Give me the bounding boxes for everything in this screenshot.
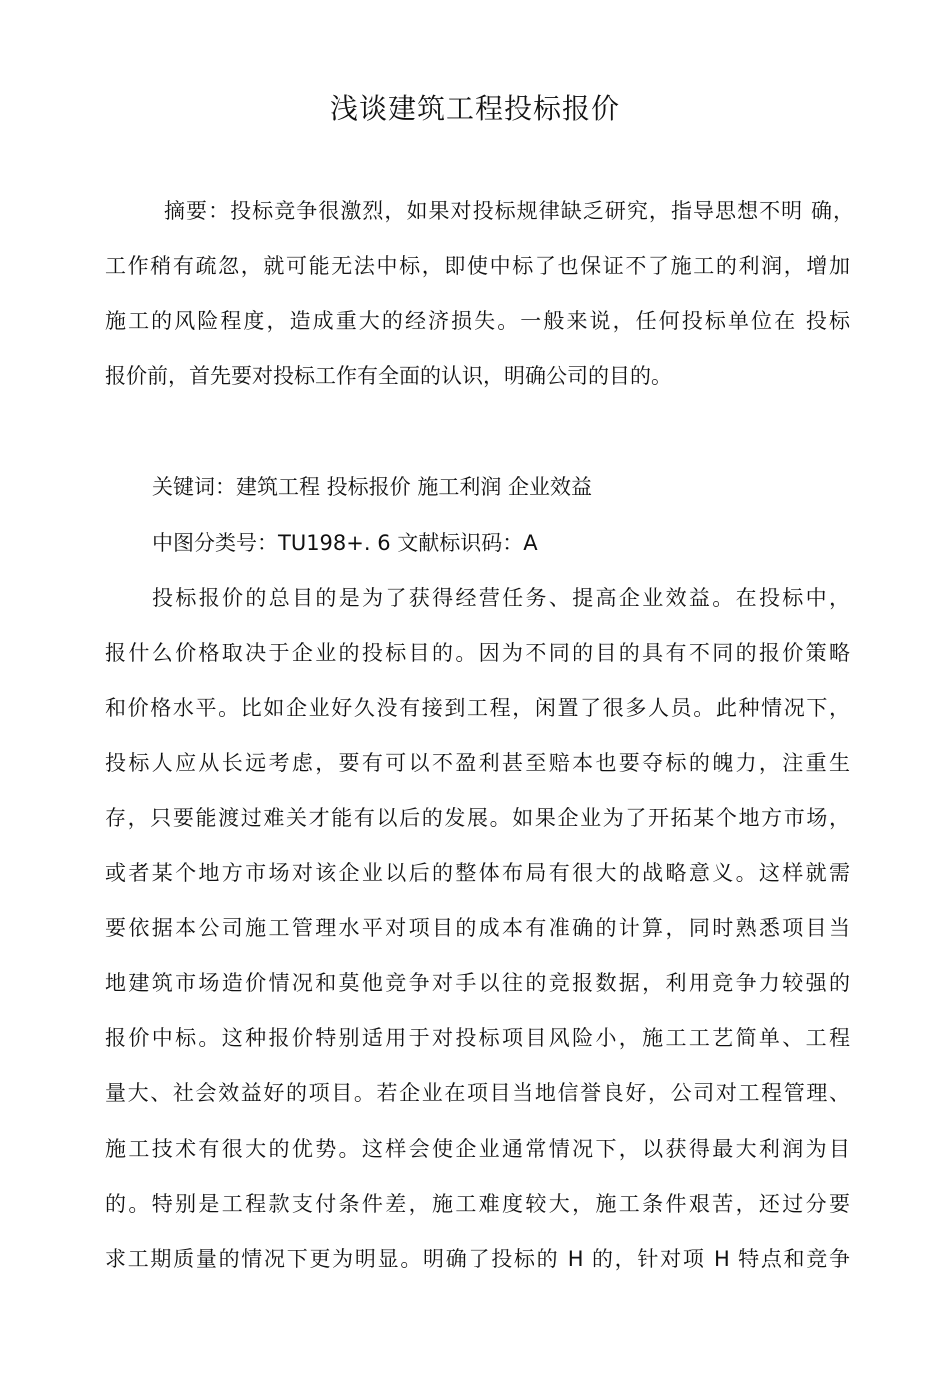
abstract-line: 工作稍有疏忽，就可能无法中标，即使中标了也保证不了施工的利润，增加 bbox=[105, 254, 850, 278]
page-title: 浅谈建筑工程投标报价 bbox=[329, 92, 620, 125]
body-line: 量大、社会效益好的项目。若企业在项目当地信誉良好，公司对工程管理、 bbox=[105, 1081, 850, 1105]
body-line: 的。特别是工程款支付条件差，施工难度较大，施工条件艰苦，还过分要 bbox=[105, 1192, 850, 1216]
body-line: 求工期质量的情况下更为明显。明确了投标的 H 的，针对项 H 特点和竞争 bbox=[105, 1247, 850, 1271]
abstract-line: 施工的风险程度，造成重大的经济损失。一般来说，任何投标单位在 投标 bbox=[105, 309, 850, 333]
abstract-line: 报价前，首先要对投标工作有全面的认识，明确公司的目的。 bbox=[105, 364, 672, 388]
classification-line: 中图分类号：TU198+. 6 文献标识码：A bbox=[152, 531, 538, 555]
abstract-line: 摘要：投标竞争很激烈，如果对投标规律缺乏研究，指导思想不明 确， bbox=[164, 199, 854, 223]
body-line: 和价格水平。比如企业好久没有接到工程，闲置了很多人员。此种情况下， bbox=[105, 696, 850, 720]
body-line: 或者某个地方市场对该企业以后的整体布局有很大的战略意义。这样就需 bbox=[105, 861, 850, 885]
body-line: 投标报价的总目的是为了获得经营任务、提高企业效益。在投标中， bbox=[152, 586, 850, 610]
body-line: 地建筑市场造价情况和莫他竞争对手以往的竞报数据，利用竞争力较强的 bbox=[105, 971, 850, 995]
keywords-line: 关键词：建筑工程 投标报价 施工利润 企业效益 bbox=[152, 475, 593, 499]
body-line: 施工技术有很大的优势。这样会使企业通常情况下，以获得最大利润为目 bbox=[105, 1137, 850, 1161]
body-line: 投标人应从长远考虑，要有可以不盈利甚至赔本也要夺标的魄力，注重生 bbox=[105, 751, 850, 775]
body-line: 报什么价格取决于企业的投标目的。因为不同的目的具有不同的报价策略 bbox=[105, 641, 850, 665]
body-line: 要依据本公司施工管理水平对项目的成本有准确的计算，同时熟悉项目当 bbox=[105, 916, 850, 940]
body-line: 存，只要能渡过难关才能有以后的发展。如果企业为了开拓某个地方市场， bbox=[105, 806, 850, 830]
body-line: 报价中标。这种报价特别适用于对投标项目风险小，施工工艺简单、工程 bbox=[105, 1026, 850, 1050]
